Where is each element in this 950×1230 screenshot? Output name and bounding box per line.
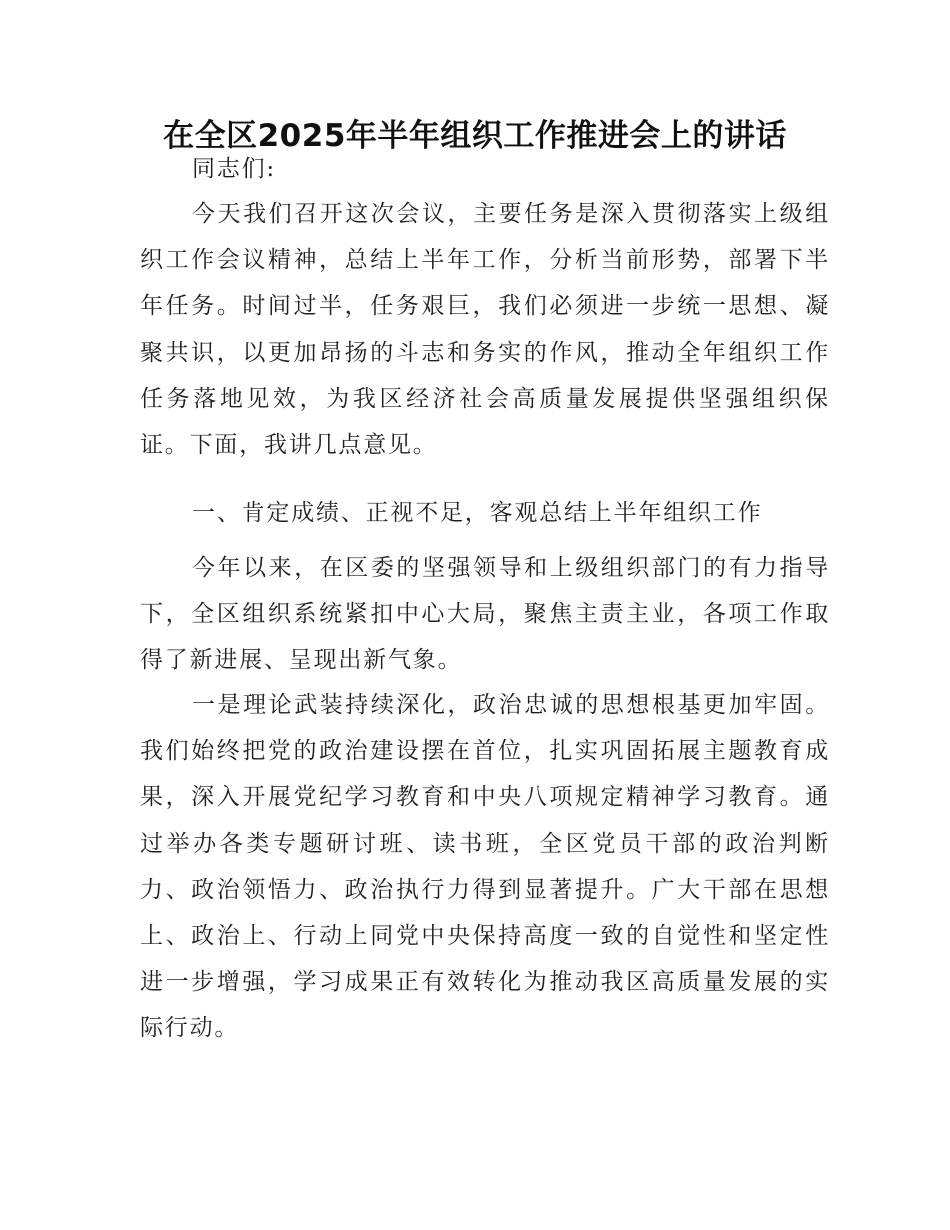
paragraph-text: 今年以来，在区委的坚强领导和上级组织部门的有力指导下，全区组织系统紧扣中心大局，聚焦主责主业，各项工作取得了新进展、呈现出新气象。 <box>140 555 830 674</box>
paragraph-text: 一是理论武装持续深化，政治忠诚的思想根基更加牢固。我们始终把党的政治建设摆在首位，扎实巩固拓展主题教育成果，深入开展党纪学习教育和中央八项规定精神学习教育。通过举办各类专题研讨班、读书班，全区党员干部的政治判断力、政治领悟力、政治执行力得到显著提升。广大干部在思想上、政治上、行动上同党中央保持高度一致的自觉性和坚定性进一步增强，学习成果正有效转化为推动我区高质量发展的实际行动。 <box>140 692 830 1042</box>
section-heading-text: 一、肯定成绩、正视不足，客观总结上半年组织工作 <box>192 500 763 526</box>
section-heading <box>140 490 830 536</box>
salutation-text: 同志们: <box>192 156 276 182</box>
paragraph-theory <box>140 682 830 1052</box>
paragraph-text: 今天我们召开这次会议，主要任务是深入贯彻落实上级组织工作会议精神，总结上半年工作，分析当前形势，部署下半年任务。时间过半，任务艰巨，我们必须进一步统一思想、凝聚共识，以更加昂扬的斗志和务实的作风，推动全年组织工作任务落地见效，为我区经济社会高质量发展提供坚强组织保证。下面，我讲几点意见。 <box>140 201 830 459</box>
salutation <box>140 146 830 192</box>
paragraph-opening <box>140 191 830 468</box>
document-title: 在全区2025年半年组织工作推进会上的讲话 <box>163 118 787 154</box>
paragraph-summary <box>140 545 830 684</box>
